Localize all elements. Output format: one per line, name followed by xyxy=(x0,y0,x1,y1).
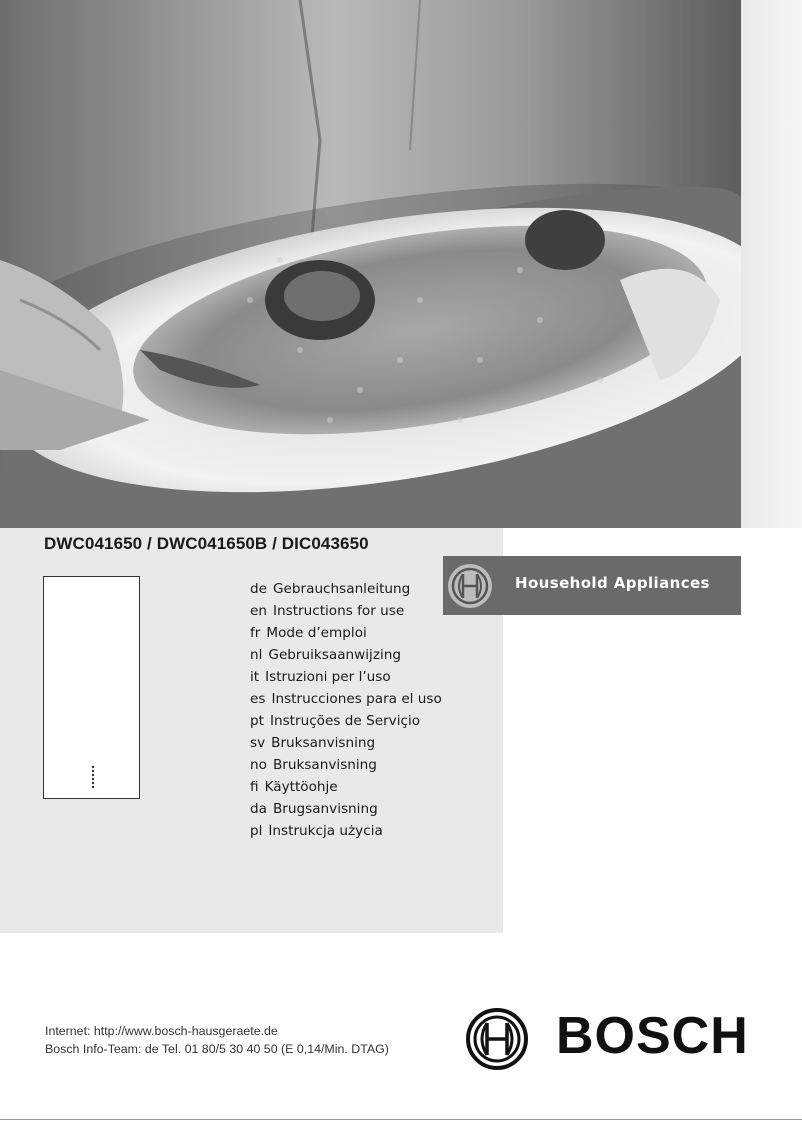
model-title: DWC041650 / DWC041650B / DIC043650 xyxy=(44,534,369,553)
language-code: fr xyxy=(250,625,261,641)
language-item xyxy=(250,820,442,842)
language-code: en xyxy=(250,603,267,619)
language-label: Instrukcja użycia xyxy=(268,823,383,839)
language-code: fi xyxy=(250,779,259,795)
bosch-logo-icon xyxy=(464,1008,530,1070)
household-appliances-label: Household Appliances xyxy=(515,574,710,592)
language-code: no xyxy=(250,757,267,773)
language-item xyxy=(250,732,442,754)
language-item xyxy=(250,710,442,732)
language-code: es xyxy=(250,691,266,707)
language-item xyxy=(250,798,442,820)
language-item xyxy=(250,666,442,688)
language-label: Bruksanvisning xyxy=(272,757,377,773)
language-item xyxy=(250,688,442,710)
language-item xyxy=(250,622,442,644)
control-dots-icon xyxy=(91,765,95,789)
language-code: nl xyxy=(250,647,263,663)
language-label: Käyttöohje xyxy=(264,779,338,795)
language-code: de xyxy=(250,581,267,597)
info-team-phone: Bosch Info-Team: de Tel. 01 80/5 30 40 50 (E 0,14/Min. DTAG) xyxy=(45,1042,389,1056)
language-label: Instruções de Serviçio xyxy=(269,713,421,729)
language-item xyxy=(250,600,442,622)
language-label: Gebrauchsanleitung xyxy=(273,581,411,597)
internet-address: Internet: http://www.bosch-hausgeraete.de xyxy=(45,1024,278,1038)
language-item xyxy=(250,578,442,600)
language-label: Instructions for use xyxy=(272,603,405,619)
language-item xyxy=(250,776,442,798)
bottom-rule xyxy=(0,1119,802,1120)
language-item xyxy=(250,754,442,776)
language-code: pt xyxy=(250,713,264,729)
language-label: Istruzioni per l’uso xyxy=(265,669,391,685)
language-code: sv xyxy=(250,735,266,751)
language-code: pl xyxy=(250,823,263,839)
language-label: Brugsanvisning xyxy=(272,801,378,817)
language-item xyxy=(250,644,442,666)
cover-photo xyxy=(0,0,741,528)
language-code: da xyxy=(250,801,267,817)
photo-right-margin xyxy=(741,0,802,528)
language-label: Gebruiksaanwijzing xyxy=(268,647,401,663)
language-label: Bruksanvisning xyxy=(271,735,376,751)
language-label: Mode d’emploi xyxy=(266,625,367,641)
language-code: it xyxy=(250,669,260,685)
language-label: Instrucciones para el uso xyxy=(271,691,442,707)
bosch-emblem-icon xyxy=(447,563,493,609)
language-list xyxy=(250,578,442,842)
bosch-wordmark: BOSCH xyxy=(556,1007,749,1065)
